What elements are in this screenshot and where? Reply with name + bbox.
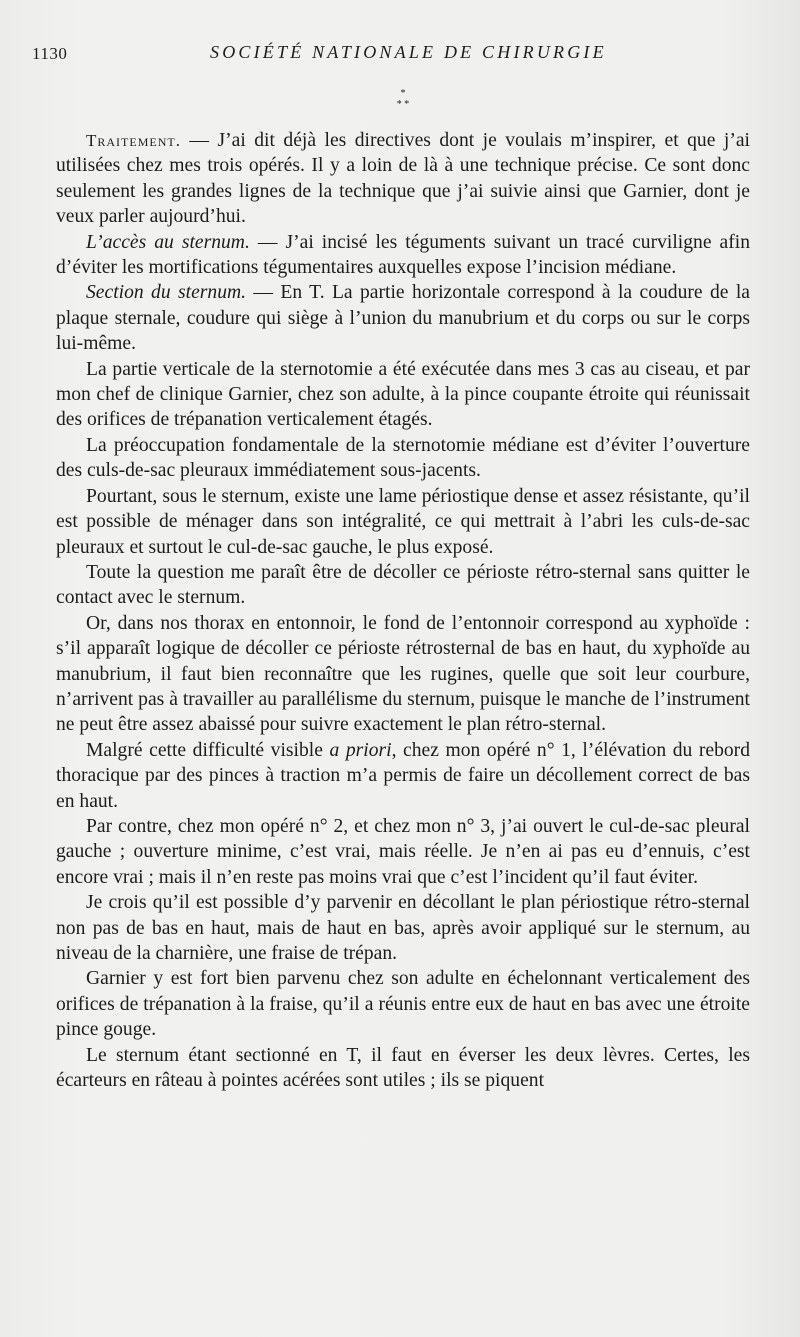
paragraph-text: — En T. La partie horizontale correspond à la coudure de la plaque sternale, coudure qui siège à l’union du manubrium et du corps ou sur le corps lui-même. (56, 282, 750, 355)
paragraph: La préoccupation fondamentale de la sternotomie médiane est d’éviter l’ouverture des culs-de-sac pleuraux immédiatement sous-jacents. (56, 434, 750, 482)
section-separator (56, 88, 750, 110)
paragraph-text-before: Malgré cette difficulté visible (86, 739, 330, 761)
body-text (56, 128, 750, 1093)
paragraph-a-priori (56, 738, 750, 814)
paragraph: Le sternum étant sectionné en T, il faut en éverser les deux lèvres. Certes, les écarteurs en râteau à pointes acérées sont utiles ; ils se piquent (56, 1044, 750, 1092)
paragraph-text: — J’ai dit déjà les directives dont je voulais m’inspirer, et que j’ai utilisées chez mes trois opérés. Il y a loin de là à une technique précise. Ce sont donc seulement les grandes lignes de la technique que j’ai suivie ainsi que Garnier, dont je veux parler aujourd’hui. (56, 130, 750, 228)
paragraph-section-sternum (56, 280, 750, 356)
paragraph: Pourtant, sous le sternum, existe une lame périostique dense et assez résistante, qu’il est possible de ménager dans son intégralité, ce qui mettrait à l’abri les culs-de-sac pleuraux et surtout le cul-de-sac gauche, le plus exposé. (56, 485, 750, 558)
paragraph-emphasis: a priori (329, 739, 392, 761)
paragraph-text: — J’ai incisé les téguments suivant un tracé curviligne afin d’éviter les mortifications tégumentaires auxquelles expose l’incision médiane. (56, 231, 750, 279)
paragraph-lead: L’accès au sternum. (86, 231, 250, 253)
paragraph-lead: Section du sternum. (86, 282, 247, 304)
page-number: 1130 (32, 44, 68, 63)
paragraph: Je crois qu’il est possible d’y parvenir en décollant le plan périostique rétro-sternal non pas de bas en haut, mais de haut en bas, après avoir appliqué sur le sternum, au niveau de la charnière, une fraise de trépan. (56, 892, 750, 964)
running-title: SOCIÉTÉ NATIONALE DE CHIRURGIE (210, 42, 607, 62)
page-header (32, 40, 750, 74)
paragraph-traitement (56, 128, 750, 230)
paragraph: Toute la question me paraît être de décoller ce périoste rétro-sternal sans quitter le contact avec le sternum. (56, 561, 750, 609)
paragraph: Par contre, chez mon opéré n° 2, et chez mon n° 3, j’ai ouvert le cul-de-sac pleural gauche ; ouverture minime, c’est vrai, mais réelle. Je n’en ai pas eu d’ennuis, c’est encore vrai ; mais il n’en reste pas moins vrai que c’est l’incident qu’il faut éviter. (56, 815, 750, 888)
separator-asterisks-bottom: * * (396, 99, 410, 110)
paragraph: La partie verticale de la sternotomie a été exécutée dans mes 3 cas au ciseau, et par mon chef de clinique Garnier, chez son adulte, à la pince coupante étroite qui réunissait des orifices de trépanation verticalement étagés. (56, 358, 750, 431)
separator-asterisk-top: * (400, 88, 406, 99)
paragraph: Garnier y est fort bien parvenu chez son adulte en échelonnant verticalement des orifices de trépanation à la fraise, qu’il a réunis entre eux de haut en bas avec une étroite pince gouge. (56, 968, 750, 1041)
paragraph-lead: Traitement. (86, 131, 181, 150)
paragraph: Or, dans nos thorax en entonnoir, le fond de l’entonnoir correspond au xyphoïde : s’il apparaît logique de décoller ce périoste rétrosternal de bas en haut, du xyphoïde au manubrium, il faut bien reconnaître que les rugines, quelle que soit leur courbure, n’arrivent pas à travailler au parallélisme du sternum, puisque le manche de l’instrument ne peut être assez abaissé pour suivre exactement le plan rétro-sternal. (56, 612, 750, 736)
paragraph-acces-sternum (56, 230, 750, 281)
paragraph-text-after: , chez mon opéré n° 1, l’élévation du rebord thoracique par des pinces à traction m’a permis de faire un décollement correct de bas en haut. (56, 739, 750, 812)
